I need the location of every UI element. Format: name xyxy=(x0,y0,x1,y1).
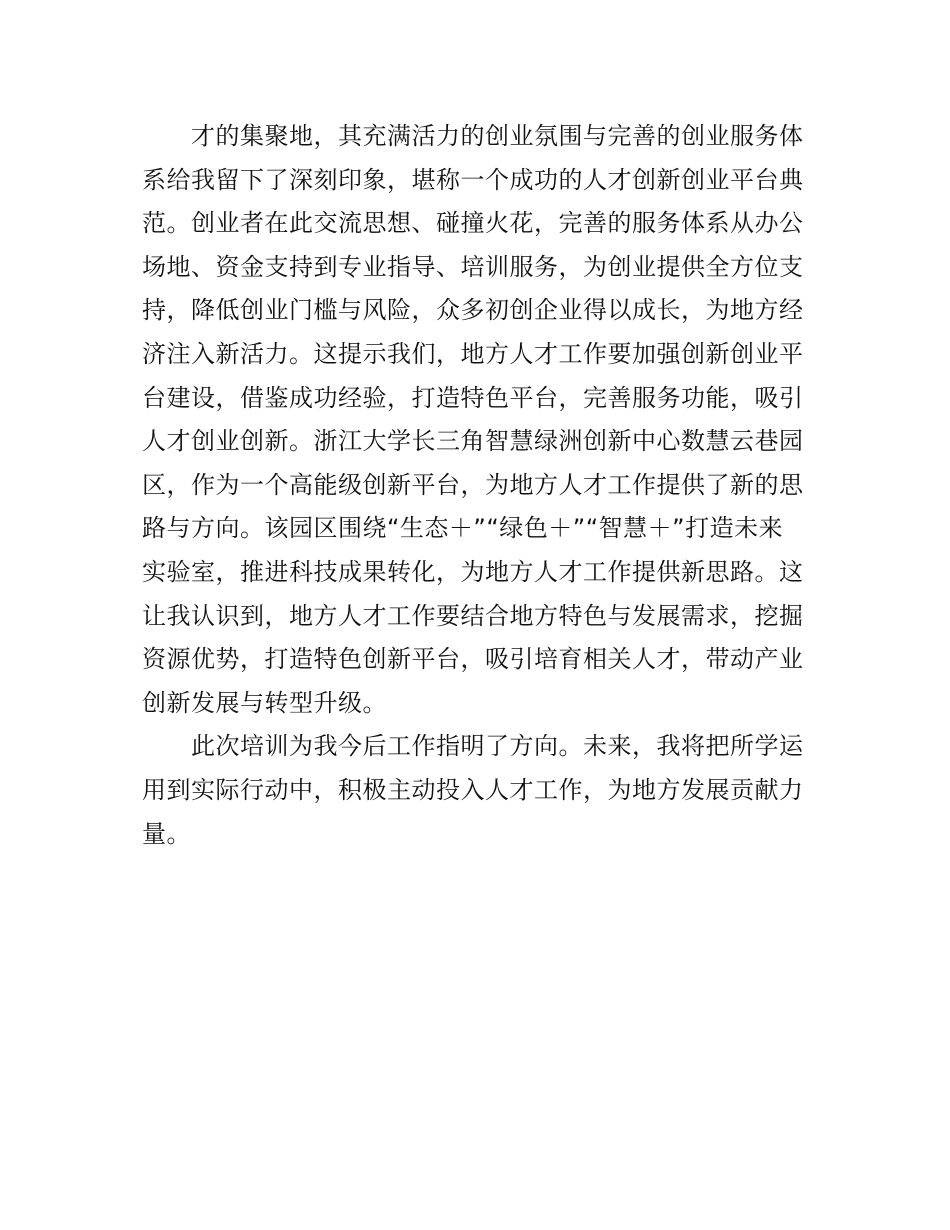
text-line: 量。 xyxy=(142,819,191,848)
text-line: 济注入新活力。这提示我们，地方人才工作要加强创新创业平 xyxy=(142,339,804,368)
text-line: 持，降低创业门槛与风险，众多初创企业得以成长，为地方经 xyxy=(142,296,804,325)
text-line: 区，作为一个高能级创新平台，为地方人才工作提供了新的思 xyxy=(142,470,804,499)
text-line: 路与方向。该园区围绕“生态＋”“绿色＋”“智慧＋”打造未来 xyxy=(142,514,784,543)
text-line: 此次培训为我今后工作指明了方向。未来，我将把所学运 xyxy=(142,732,804,761)
text-line: 创新发展与转型升级。 xyxy=(142,688,387,717)
text-line: 资源优势，打造特色创新平台，吸引培育相关人才，带动产业 xyxy=(142,645,804,674)
text-line: 才的集聚地，其充满活力的创业氛围与完善的创业服务体 xyxy=(142,122,804,150)
text-line: 台建设，借鉴成功经验，打造特色平台，完善服务功能，吸引 xyxy=(142,383,804,412)
paragraph-platform-reflection xyxy=(142,115,814,725)
document-body xyxy=(142,115,814,856)
text-line: 范。创业者在此交流思想、碰撞火花，完善的服务体系从办公 xyxy=(142,209,804,238)
text-line: 让我认识到，地方人才工作要结合地方特色与发展需求，挖掘 xyxy=(142,601,804,630)
text-line: 场地、资金支持到专业指导、培训服务，为创业提供全方位支 xyxy=(142,252,804,281)
paragraph-conclusion xyxy=(142,725,814,856)
text-line: 用到实际行动中，积极主动投入人才工作，为地方发展贡献力 xyxy=(142,775,804,804)
text-line: 人才创业创新。浙江大学长三角智慧绿洲创新中心数慧云巷园 xyxy=(142,427,804,456)
text-line: 实验室，推进科技成果转化，为地方人才工作提供新思路。这 xyxy=(142,557,804,586)
text-line: 系给我留下了深刻印象，堪称一个成功的人才创新创业平台典 xyxy=(142,165,804,194)
